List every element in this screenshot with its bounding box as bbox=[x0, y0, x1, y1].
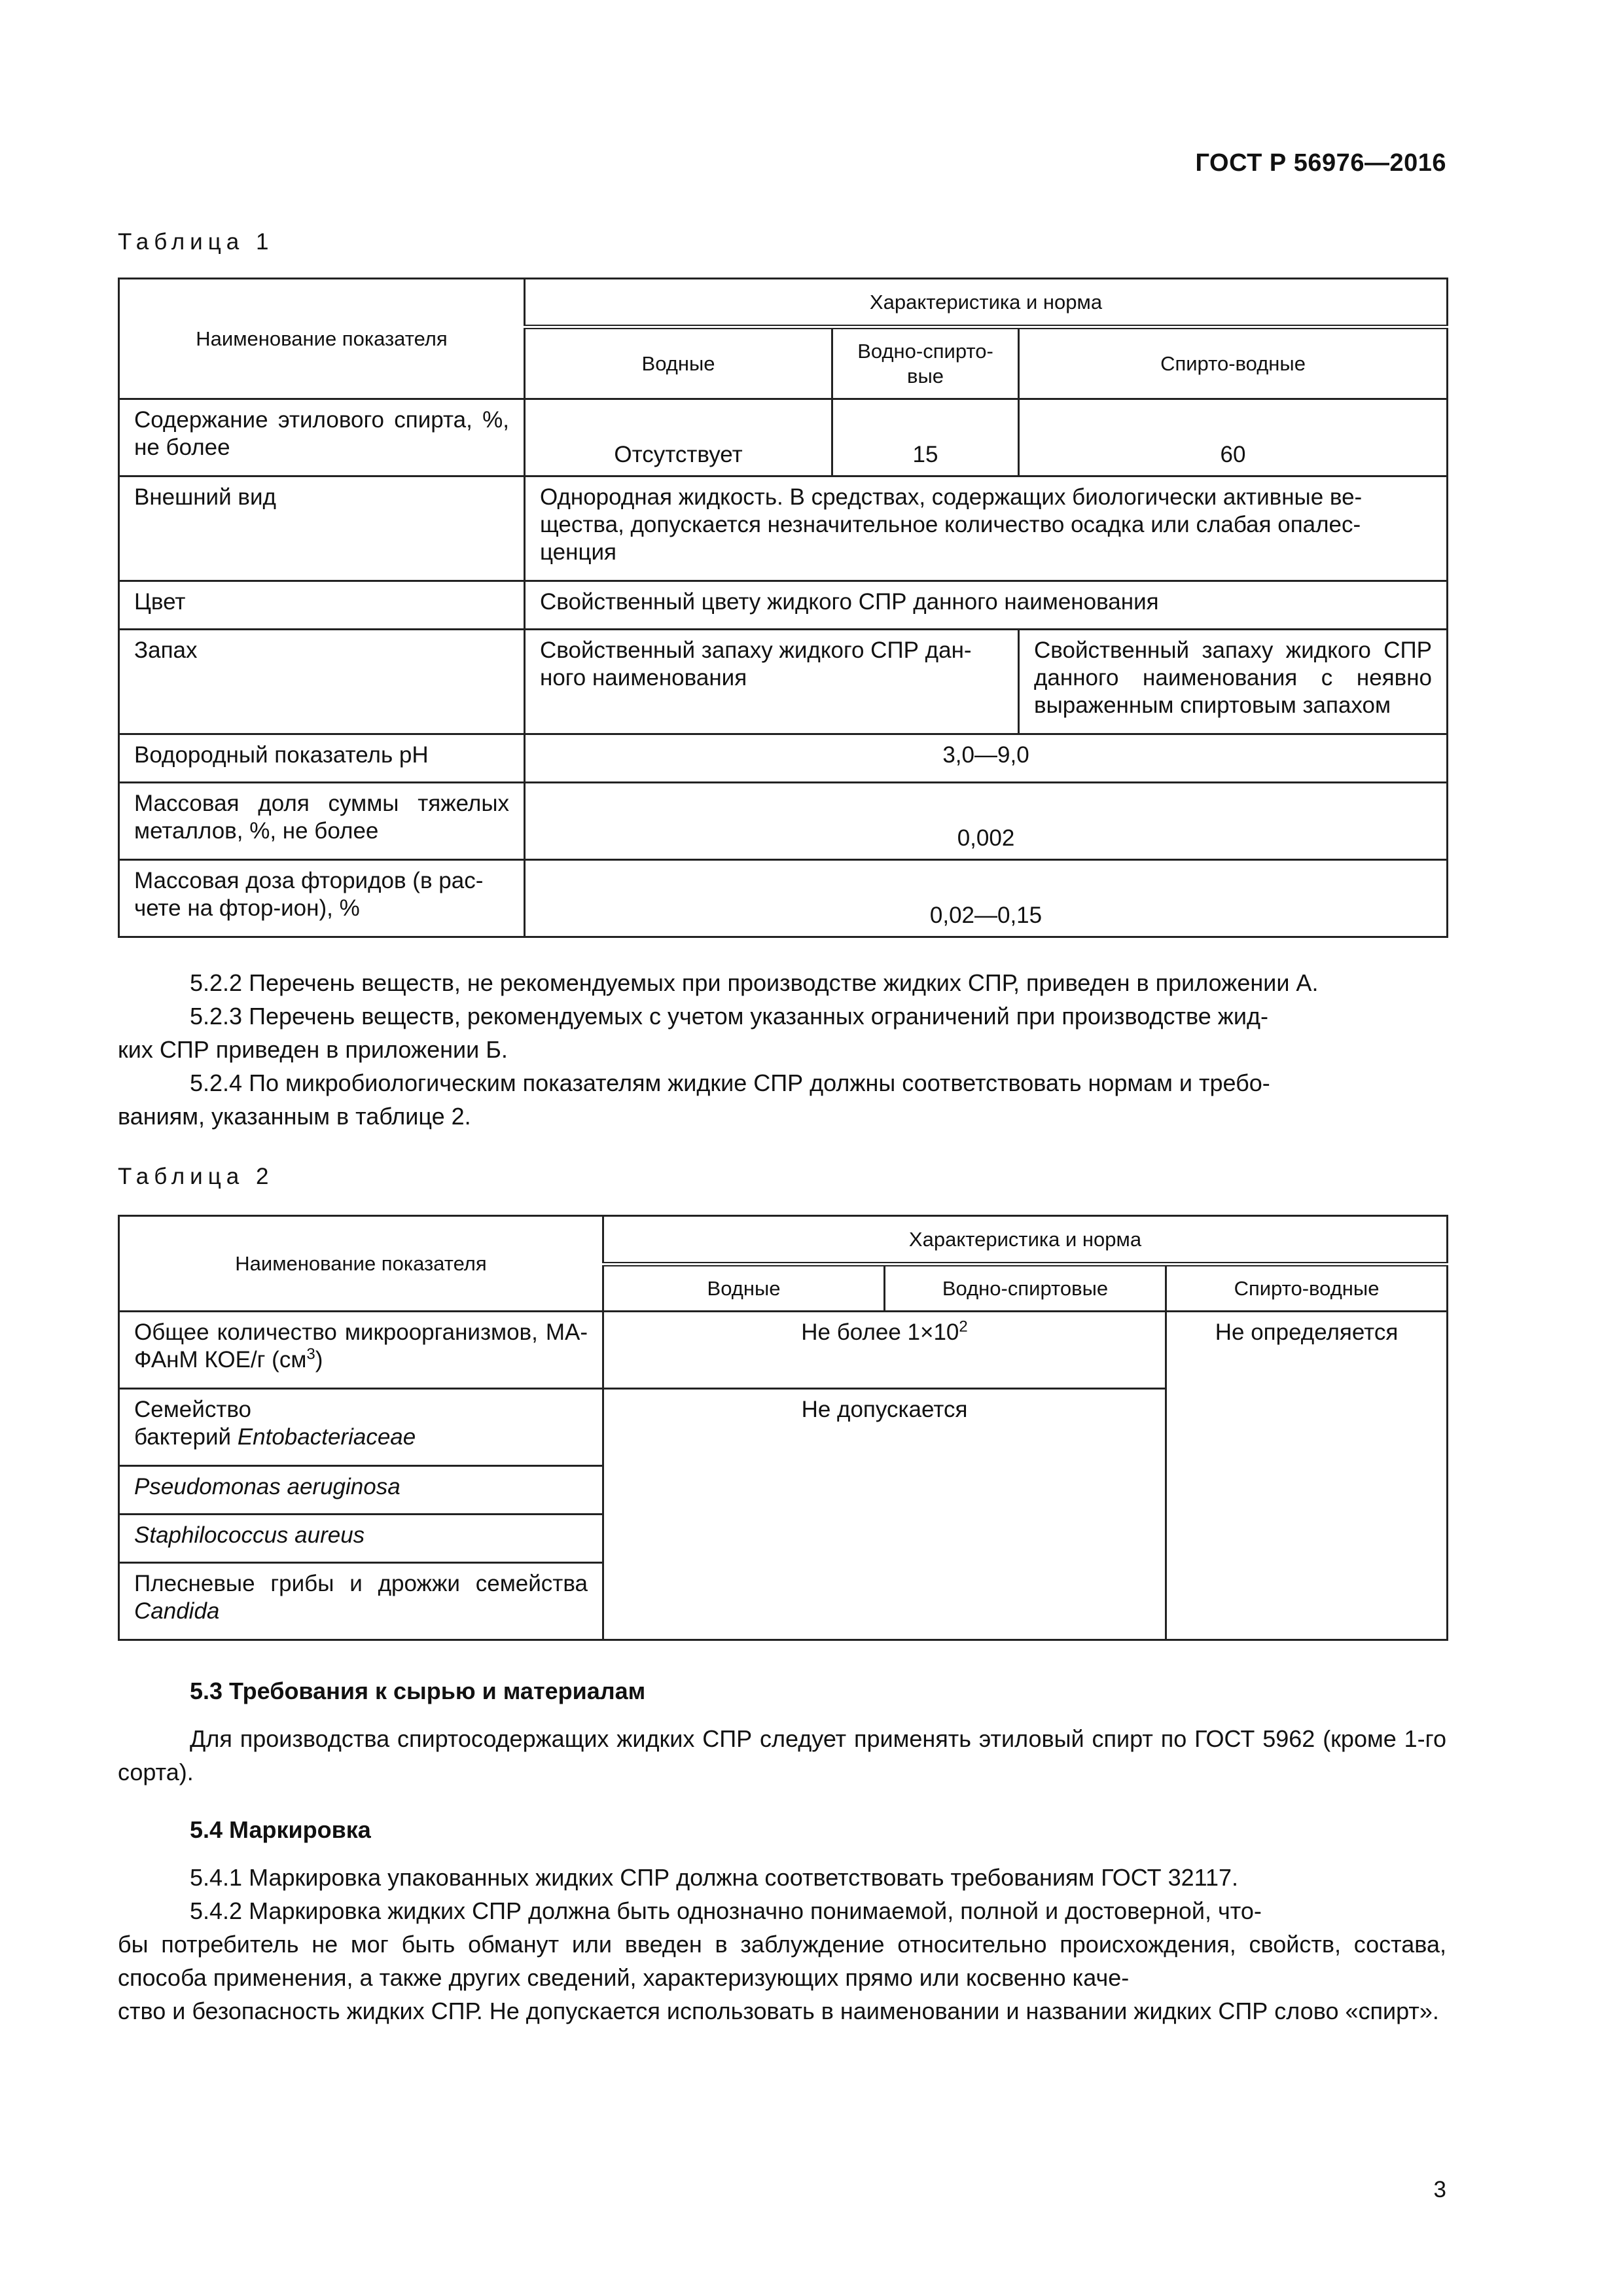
t1-row-metals-value: 0,002 bbox=[525, 783, 1448, 860]
section-5-3 bbox=[118, 1674, 1446, 1789]
table2-caption: Таблица 2 bbox=[118, 1164, 274, 1189]
t1-row-color-value: Свойственный цвету жидкого СПР данного наименования bbox=[525, 581, 1448, 630]
paragraph-5-2-2: 5.2.2 Перечень веществ, не рекомендуемых при производстве жидких СПР, приведен в приложении А. bbox=[190, 969, 1319, 996]
document-code: ГОСТ Р 56976—2016 bbox=[1195, 149, 1446, 177]
t1-row-odor-value-1: Свойственный запаху жидкого СПР дан- ного наименования bbox=[525, 630, 1019, 734]
t2-row-pseudomonas: Pseudomonas aeruginosa bbox=[119, 1466, 603, 1515]
t1-row-odor-value-2: Свойственный запаху жидкого СПР данного наименования с неявно выраженным спиртовым запахом bbox=[1019, 630, 1448, 734]
t1-row-appearance-value: Однородная жидкость. В средствах, содержащих биологически активные ве- щества, допускается незначительное количество осадка или слабая опалес- ценция bbox=[525, 476, 1448, 581]
table1 bbox=[118, 278, 1448, 938]
t2-not-allowed: Не допускается bbox=[603, 1389, 1166, 1640]
t1-header-group: Характеристика и норма bbox=[525, 279, 1448, 327]
section-5-4-heading: 5.4 Маркировка bbox=[190, 1816, 371, 1843]
t1-row-metals-label: Массовая доля суммы тяжелых металлов, %, не более bbox=[119, 783, 525, 860]
t1-row-ph-value: 3,0—9,0 bbox=[525, 734, 1448, 783]
t1-header-param: Наименование показателя bbox=[119, 279, 525, 399]
t1-row-ethanol-water: Отсутствует bbox=[525, 399, 832, 476]
page-number: 3 bbox=[1433, 2177, 1446, 2202]
t2-row-total-value: Не более $1\times 10^2$ bbox=[603, 1312, 1166, 1389]
paragraph-5-2-3: 5.2.3 Перечень веществ, рекомендуемых с учетом указанных ограничений при производстве жид- ких СПР приведен в приложении Б. bbox=[118, 1003, 1268, 1063]
section-5-3-heading: 5.3 Требования к сырью и материалам bbox=[190, 1677, 646, 1704]
t1-row-odor-label: Запах bbox=[119, 630, 525, 734]
t1-header-water: Водные bbox=[525, 327, 832, 399]
t1-row-ethanol-water-alc: 15 bbox=[832, 399, 1019, 476]
t1-row-color-label: Цвет bbox=[119, 581, 525, 630]
t2-header-water: Водные bbox=[603, 1265, 885, 1312]
paragraph-5-4-1: 5.4.1 Маркировка упакованных жидких СПР должна соответствовать требованиям ГОСТ 32117. bbox=[190, 1864, 1238, 1891]
t2-not-determined: Не определяется bbox=[1166, 1312, 1448, 1640]
paragraph-5-4-2: 5.4.2 Маркировка жидких СПР должна быть однозначно понимаемой, полной и достоверной, что- бы потребитель не мог быть обманут или введен в заблуждение относительно происхождения, свойств, состава, способа применения, а также других сведений, характеризующих прямо или косвенно каче- ство и безопасность жидких СПР. Не допускается использовать в наименовании и названии жидких СПР слово «спирт». bbox=[118, 1897, 1446, 2024]
t2-header-param: Наименование показателя bbox=[119, 1216, 603, 1312]
t2-header-water-alc: Водно-спиртовые bbox=[885, 1265, 1166, 1312]
table2 bbox=[118, 1215, 1448, 1641]
t2-row-entero-label: Семейство бактерий Entobacteriaceae bbox=[119, 1389, 603, 1466]
t2-row-staph: Staphilococcus aureus bbox=[119, 1515, 603, 1563]
paragraph-5-2-4: 5.2.4 По микробиологическим показателям жидкие СПР должны соответствовать нормам и требо- ваниям, указанным в таблице 2. bbox=[118, 1069, 1270, 1130]
t1-row-appearance-label: Внешний вид bbox=[119, 476, 525, 581]
t2-row-molds-label: Плесневые грибы и дрожжи семейства Candida bbox=[119, 1563, 603, 1640]
t1-row-ph-label: Водородный показатель pH bbox=[119, 734, 525, 783]
t1-header-water-alc: Водно-спирто- вые bbox=[832, 327, 1019, 399]
section-5-3-text: Для производства спиртосодержащих жидких СПР следует применять этиловый спирт по ГОСТ 5962 (кроме 1-го сорта). bbox=[118, 1725, 1446, 1785]
section-5-4 bbox=[118, 1813, 1446, 2028]
t2-row-total-label: Общее количество микроорганизмов, МА-ФАнМ КОЕ/г $(см^3)$ bbox=[119, 1312, 603, 1389]
t1-row-fluoride-label: Массовая доза фторидов (в рас- чете на фтор-ион), % bbox=[119, 860, 525, 937]
t2-header-group: Характеристика и норма bbox=[603, 1216, 1448, 1265]
t1-row-ethanol-alc-water: 60 bbox=[1019, 399, 1448, 476]
section-5-2-paragraphs bbox=[118, 966, 1446, 1133]
table1-caption: Таблица 1 bbox=[118, 229, 274, 255]
t1-header-alc-water: Спирто-водные bbox=[1019, 327, 1448, 399]
t1-row-fluoride-value: 0,02—0,15 bbox=[525, 860, 1448, 937]
t2-header-alc-water: Спирто-водные bbox=[1166, 1265, 1448, 1312]
t1-row-ethanol-label: Содержание этилового спирта, %, не более bbox=[119, 399, 525, 476]
